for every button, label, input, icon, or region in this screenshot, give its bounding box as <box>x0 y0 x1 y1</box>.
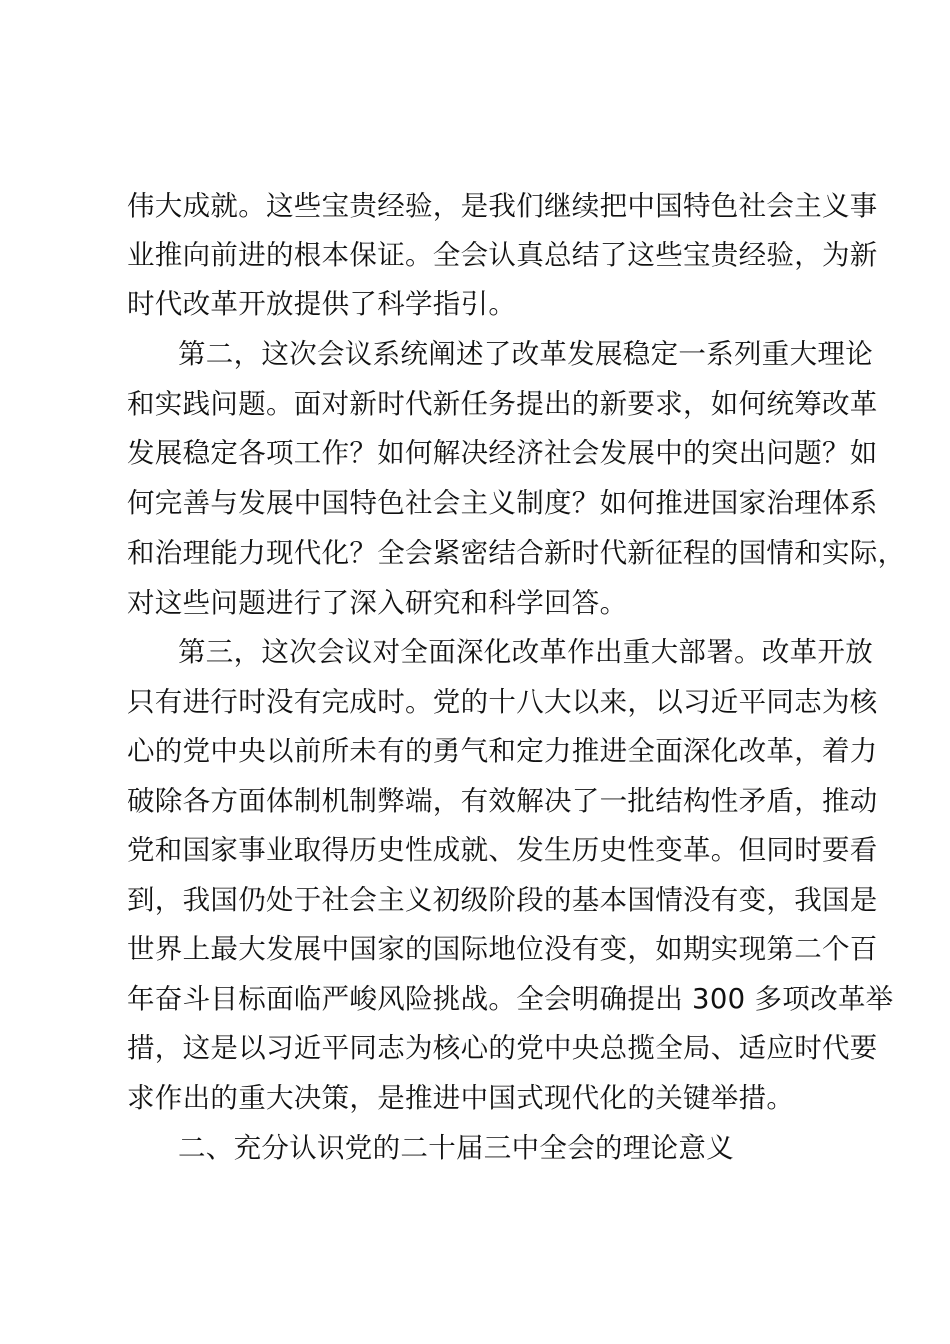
text-line: 年奋斗目标面临严峻风险挑战。全会明确提出 300 多项改革举 <box>127 983 894 1015</box>
text-line: 世界上最大发展中国家的国际地位没有变，如期实现第二个百 <box>127 933 878 965</box>
text-line: 和实践问题。面对新时代新任务提出的新要求，如何统筹改革 <box>127 388 878 420</box>
text-line: 时代改革开放提供了科学指引。 <box>127 288 517 320</box>
text-line: 措，这是以习近平同志为核心的党中央总揽全局、适应时代要 <box>127 1032 878 1064</box>
text-line: 对这些问题进行了深入研究和科学回答。 <box>127 587 628 619</box>
text-line: 发展稳定各项工作？如何解决经济社会发展中的突出问题？如 <box>127 437 878 469</box>
paragraph-start-line: 第三，这次会议对全面深化改革作出重大部署。改革开放 <box>178 636 873 668</box>
text-line: 业推向前进的根本保证。全会认真总结了这些宝贵经验，为新 <box>127 239 878 271</box>
text-line: 只有进行时没有完成时。党的十八大以来，以习近平同志为核 <box>127 686 878 718</box>
text-line: 党和国家事业取得历史性成就、发生历史性变革。但同时要看 <box>127 834 878 866</box>
section-heading: 二、充分认识党的二十届三中全会的理论意义 <box>178 1132 734 1164</box>
text-line: 求作出的重大决策，是推进中国式现代化的关键举措。 <box>127 1082 795 1114</box>
text-line: 何完善与发展中国特色社会主义制度？如何推进国家治理体系 <box>127 487 878 519</box>
paragraph-start-line: 第二，这次会议系统阐述了改革发展稳定一系列重大理论 <box>178 338 873 370</box>
text-line: 破除各方面体制机制弊端，有效解决了一批结构性矛盾，推动 <box>127 785 878 817</box>
text-line: 心的党中央以前所未有的勇气和定力推进全面深化改革，着力 <box>127 735 878 767</box>
text-line: 到，我国仍处于社会主义初级阶段的基本国情没有变，我国是 <box>127 884 878 916</box>
text-line: 和治理能力现代化？全会紧密结合新时代新征程的国情和实际， <box>127 537 906 569</box>
text-line: 伟大成就。这些宝贵经验，是我们继续把中国特色社会主义事 <box>127 190 878 222</box>
